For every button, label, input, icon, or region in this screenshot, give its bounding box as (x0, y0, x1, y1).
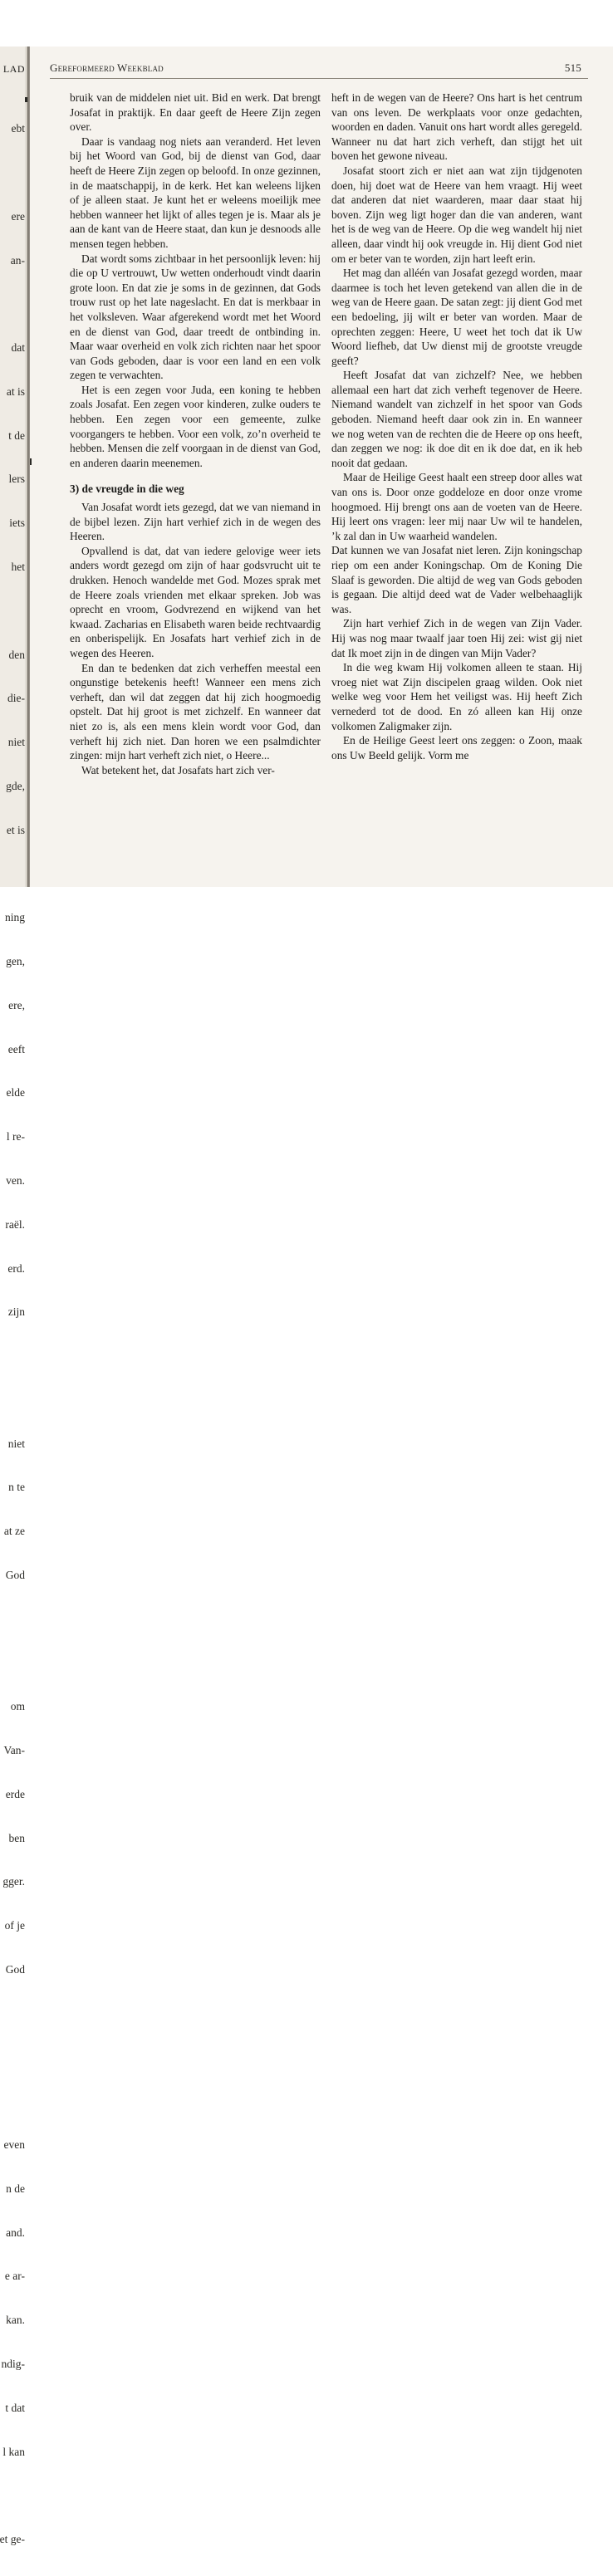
gutter-fragment: ebt (11, 122, 25, 135)
gutter-fragment: t de (8, 429, 25, 442)
gutter-fragment: gen, (6, 955, 25, 968)
gutter-fragment: erd. (7, 1261, 25, 1275)
page-number: 515 (564, 61, 581, 74)
gutter-fragment: God (5, 1963, 25, 1976)
gutter-fragment: raël. (5, 1217, 25, 1231)
paragraph: Van Josafat wordt iets gezegd, dat we van niemand in de bijbel lezen. Zijn hart verhief zich in de wegen des Heeren. (70, 501, 321, 543)
gutter-fragment: and. (6, 2226, 25, 2239)
gutter-fragment: e ar- (4, 2270, 25, 2283)
paragraph: bruik van de middelen niet uit. Bid en werk. Dat brengt Josafat in praktijk. En daar geeft de Heere Zijn zegen over. (70, 91, 321, 134)
gutter-fragment: eeft (7, 1042, 25, 1055)
running-header (50, 61, 581, 76)
gutter-fragment: ben (8, 1831, 25, 1844)
gutter-fragment: ere (11, 209, 25, 223)
right-column (331, 91, 582, 762)
gutter-fragment: l re- (6, 1130, 25, 1144)
margin-mark (25, 97, 27, 102)
gutter-fragment: God (5, 1568, 25, 1581)
gutter-fragment (0, 2094, 25, 2108)
gutter-fragment: at is (6, 384, 25, 398)
paragraph: En dan te bedenken dat zich verheffen meestal een ongunstige betekenis heeft! Wanneer een mens zich verheft, dan wil dat zeggen dat hij zich hoogmoedig opstelt. Dat hij groot is met zichzelf. En wanneer dat niet zo is, als een mens klein wordt voor God, dan verheft hij zich niet. Dan horen we een psalmdichter zingen: mijn hart verheft zich niet, o Heere... (70, 661, 321, 762)
paragraph: En de Heilige Geest leert ons zeggen: o Zoon, maak ons Uw Beeld gelijk. Vorm me (331, 734, 582, 762)
gutter-fragment: et is (6, 823, 25, 836)
gutter-fragment (0, 165, 25, 180)
gutter-fragment (0, 1656, 25, 1671)
header-rule (50, 78, 588, 79)
section-heading: 3) de vreugde in die weg (70, 482, 184, 496)
paragraph: heft in de wegen van de Heere? Ons hart is het centrum van ons leven. De werkplaats voor onze gedachten, woorden en daden. Vanuit ons hart wordt alles geregeld. Wanneer nu dat hart zich verheft, dan stijgt het uit boven het gewone niveau. (331, 91, 582, 163)
gutter-fragment: den (8, 648, 25, 661)
gutter-fragment (0, 2488, 25, 2503)
gutter-fragment: an- (10, 253, 25, 267)
gutter-fragment: gde, (6, 779, 25, 792)
publication-title: Gereformeerd Weekblad (50, 61, 164, 74)
gutter-fragment (0, 2006, 25, 2021)
gutter-fragment: kan. (6, 2314, 25, 2327)
paragraph: Zijn hart verhief Zich in de wegen van Zijn Vader. Hij was nog maar twaalf jaar toen Hij zei: wist gij niet dat Ik moet zijn in de dingen van Mijn Vader? (331, 617, 582, 659)
paragraph: Daar is vandaag nog niets aan veranderd. Het leven bij het Woord van God, bij de dienst van God, daar heeft de Heere Zijn zegen op beloofd. In onze gezinnen, in de maatschappij, in de kerk. Het kan weleens lijken of je alleen staat. Je kunt het er weleens moeilijk mee hebben wanneer het lijkt of alles tegen je is. Maar als je aan de kant van de Heere staat, dan kun je desnoods alle mensen tegen hebben. (70, 135, 321, 250)
gutter-fragment: zijn (7, 1305, 25, 1319)
paragraph: Heeft Josafat dat van zichzelf? Nee, we hebben allemaal een hart dat zich verheft tegenover de Heere. Niemand wandelt van zichzelf in het spoor van Gods geboden. Niemand heeft daar ook zin in. En wanneer we nog weten van de rechten die de Heere op ons heeft, dan zeggen we nog: ik doe dit en ik doe dat, en ik heb nooit dat gedaan. (331, 369, 582, 469)
gutter-fragment: n de (6, 2182, 25, 2195)
gutter-fragment: lers (8, 473, 25, 486)
paragraph: Wat betekent het, dat Josafats hart zich ver- (81, 763, 275, 776)
gutter-fragment: erde (5, 1787, 25, 1800)
gutter-fragment: n te (8, 1481, 25, 1494)
gutter-fragment (0, 1349, 25, 1364)
gutter-fragment: ven. (6, 1173, 25, 1187)
gutter-fragment (0, 866, 25, 881)
gutter-fragment: et ge- (0, 2533, 25, 2546)
paragraph: In die weg kwam Hij volkomen alleen te staan. Hij vroeg niet wat Zijn discipelen graag wilden. Ook niet welke weg voor Hem het veiligst was. Hij heeft Zich vernederd tot de dood. En zó alleen kan Hij onze volkomen Zaligmaker zijn. (331, 661, 582, 732)
gutter-fragment (0, 296, 25, 311)
gutter-fragment: Van- (3, 1744, 25, 1757)
gutter-fragment (0, 2050, 25, 2065)
gutter-fragment: het (11, 561, 25, 573)
gutter-fragment (0, 1393, 25, 1408)
previous-page-fragments (0, 92, 25, 2576)
gutter-fragment: even (3, 2138, 25, 2152)
previous-page-header: LAD (2, 63, 25, 75)
gutter-fragment: t dat (5, 2401, 25, 2414)
gutter-fragment: ere, (8, 998, 25, 1011)
gutter-fragment (0, 1612, 25, 1627)
paragraph: Opvallend is dat, dat van iedere gelovige weer iets anders wordt gezegd om zijn of haar godsvrucht uit te drukken. Henoch wandelde met God. Mozes sprak met de Heere zoals vrienden met elkaar spreken. Job was oprecht en vroom, Godvrezend en wijkend van het kwaad. Zacharias en Elisabeth waren beide rechtvaardig en onberispelijk. En Josafats hart verhief zich in de wegen des Heeren. (70, 544, 321, 659)
gutter-fragment: gger. (2, 1875, 25, 1888)
gutter-fragment: ndig- (1, 2358, 25, 2371)
paragraph: Dat wordt soms zichtbaar in het persoonlijk leven: hij die op U vertrouwt, Uw wetten onderhoudt vindt daarin grote loon. En dat zie je soms in de gezinnen, dat Gods trouw rust op het late nageslacht. En dat is merkbaar in het volksleven. Waar afgerekend wordt met het Woord en de dienst van God, daar treedt de ontbinding in. Maar waar overheid en volk zich richten naar het spoor van Gods geboden, daar is voor een land en een volk zegen te verwachten. (70, 252, 321, 382)
left-column (70, 91, 321, 777)
gutter-fragment: at ze (3, 1525, 25, 1538)
gutter-fragment: l kan (2, 2445, 25, 2458)
gutter-fragment: niet (7, 736, 25, 749)
gutter-fragment: om (10, 1700, 25, 1713)
paragraph: Josafat stoort zich er niet aan wat zijn tijdgenoten doen, hij doet wat de Heere van hem vraagt. Hij weet dat anderen dat niet waarderen, maar daar staat hij boven. Zijn weg ligt hoger dan die van anderen, want het is de weg van de Heere. Op die weg wandelt hij niet alleen, daar vindt hij ook vreugde in. Hij dient God niet om er beter van te worden, zijn hart leeft erin. (331, 164, 582, 265)
paragraph: Maar de Heilige Geest haalt een streep door alles wat van ons is. Door onze goddeloze en door onze vrome hoogmoed. Hij brengt ons aan de voeten van de Heere. Hij leert ons vragen: leer mij naar Uw wil te handelen, ’k zal dan in Uw waarheid wandelen. (331, 471, 582, 542)
gutter-fragment: niet (7, 1437, 25, 1450)
paragraph: Het is een zegen voor Juda, een koning te hebben zoals Josafat. Een zegen voor kinderen, zulke ouders te hebben. Een zegen voor een gemeente, zulke voorgangers te hebben. Voor een volk, zo’n overheid te hebben. Mensen die zelf voorgaan in de dienst van God, en anderen daarin meenemen. (70, 383, 321, 469)
gutter-fragment: iets (9, 517, 25, 530)
paragraph: Het mag dan alléén van Josafat gezegd worden, maar daarmee is toch het leven getekend van allen die in de weg van de Heere gaan. De satan zegt: jij dient God met een bedoeling, jij wilt er beter van worden. Maar de oprechten zeggen: Heere, U weet het toch dat ik Uw Woord liefheb, dat Uw dienst mij de grootste vreugde geeft? (331, 267, 582, 367)
gutter-fragment: dat (11, 341, 25, 355)
gutter-fragment (0, 604, 25, 619)
gutter-fragment: elde (6, 1086, 25, 1099)
gutter-fragment: ning (4, 911, 25, 924)
gutter-fragment: of je (4, 1919, 25, 1932)
gutter-fragment: die- (7, 692, 25, 705)
margin-mark (30, 458, 32, 465)
paragraph: Dat kunnen we van Josafat niet leren. Zijn koningschap riep om een ander Koningschap. Om de Koning Die Slaaf is geworden. Die altijd de weg van Gods geboden is gegaan. Die altijd deed wat de Vader welbehaaglijk was. (331, 544, 582, 615)
previous-page-edge (0, 47, 30, 2546)
